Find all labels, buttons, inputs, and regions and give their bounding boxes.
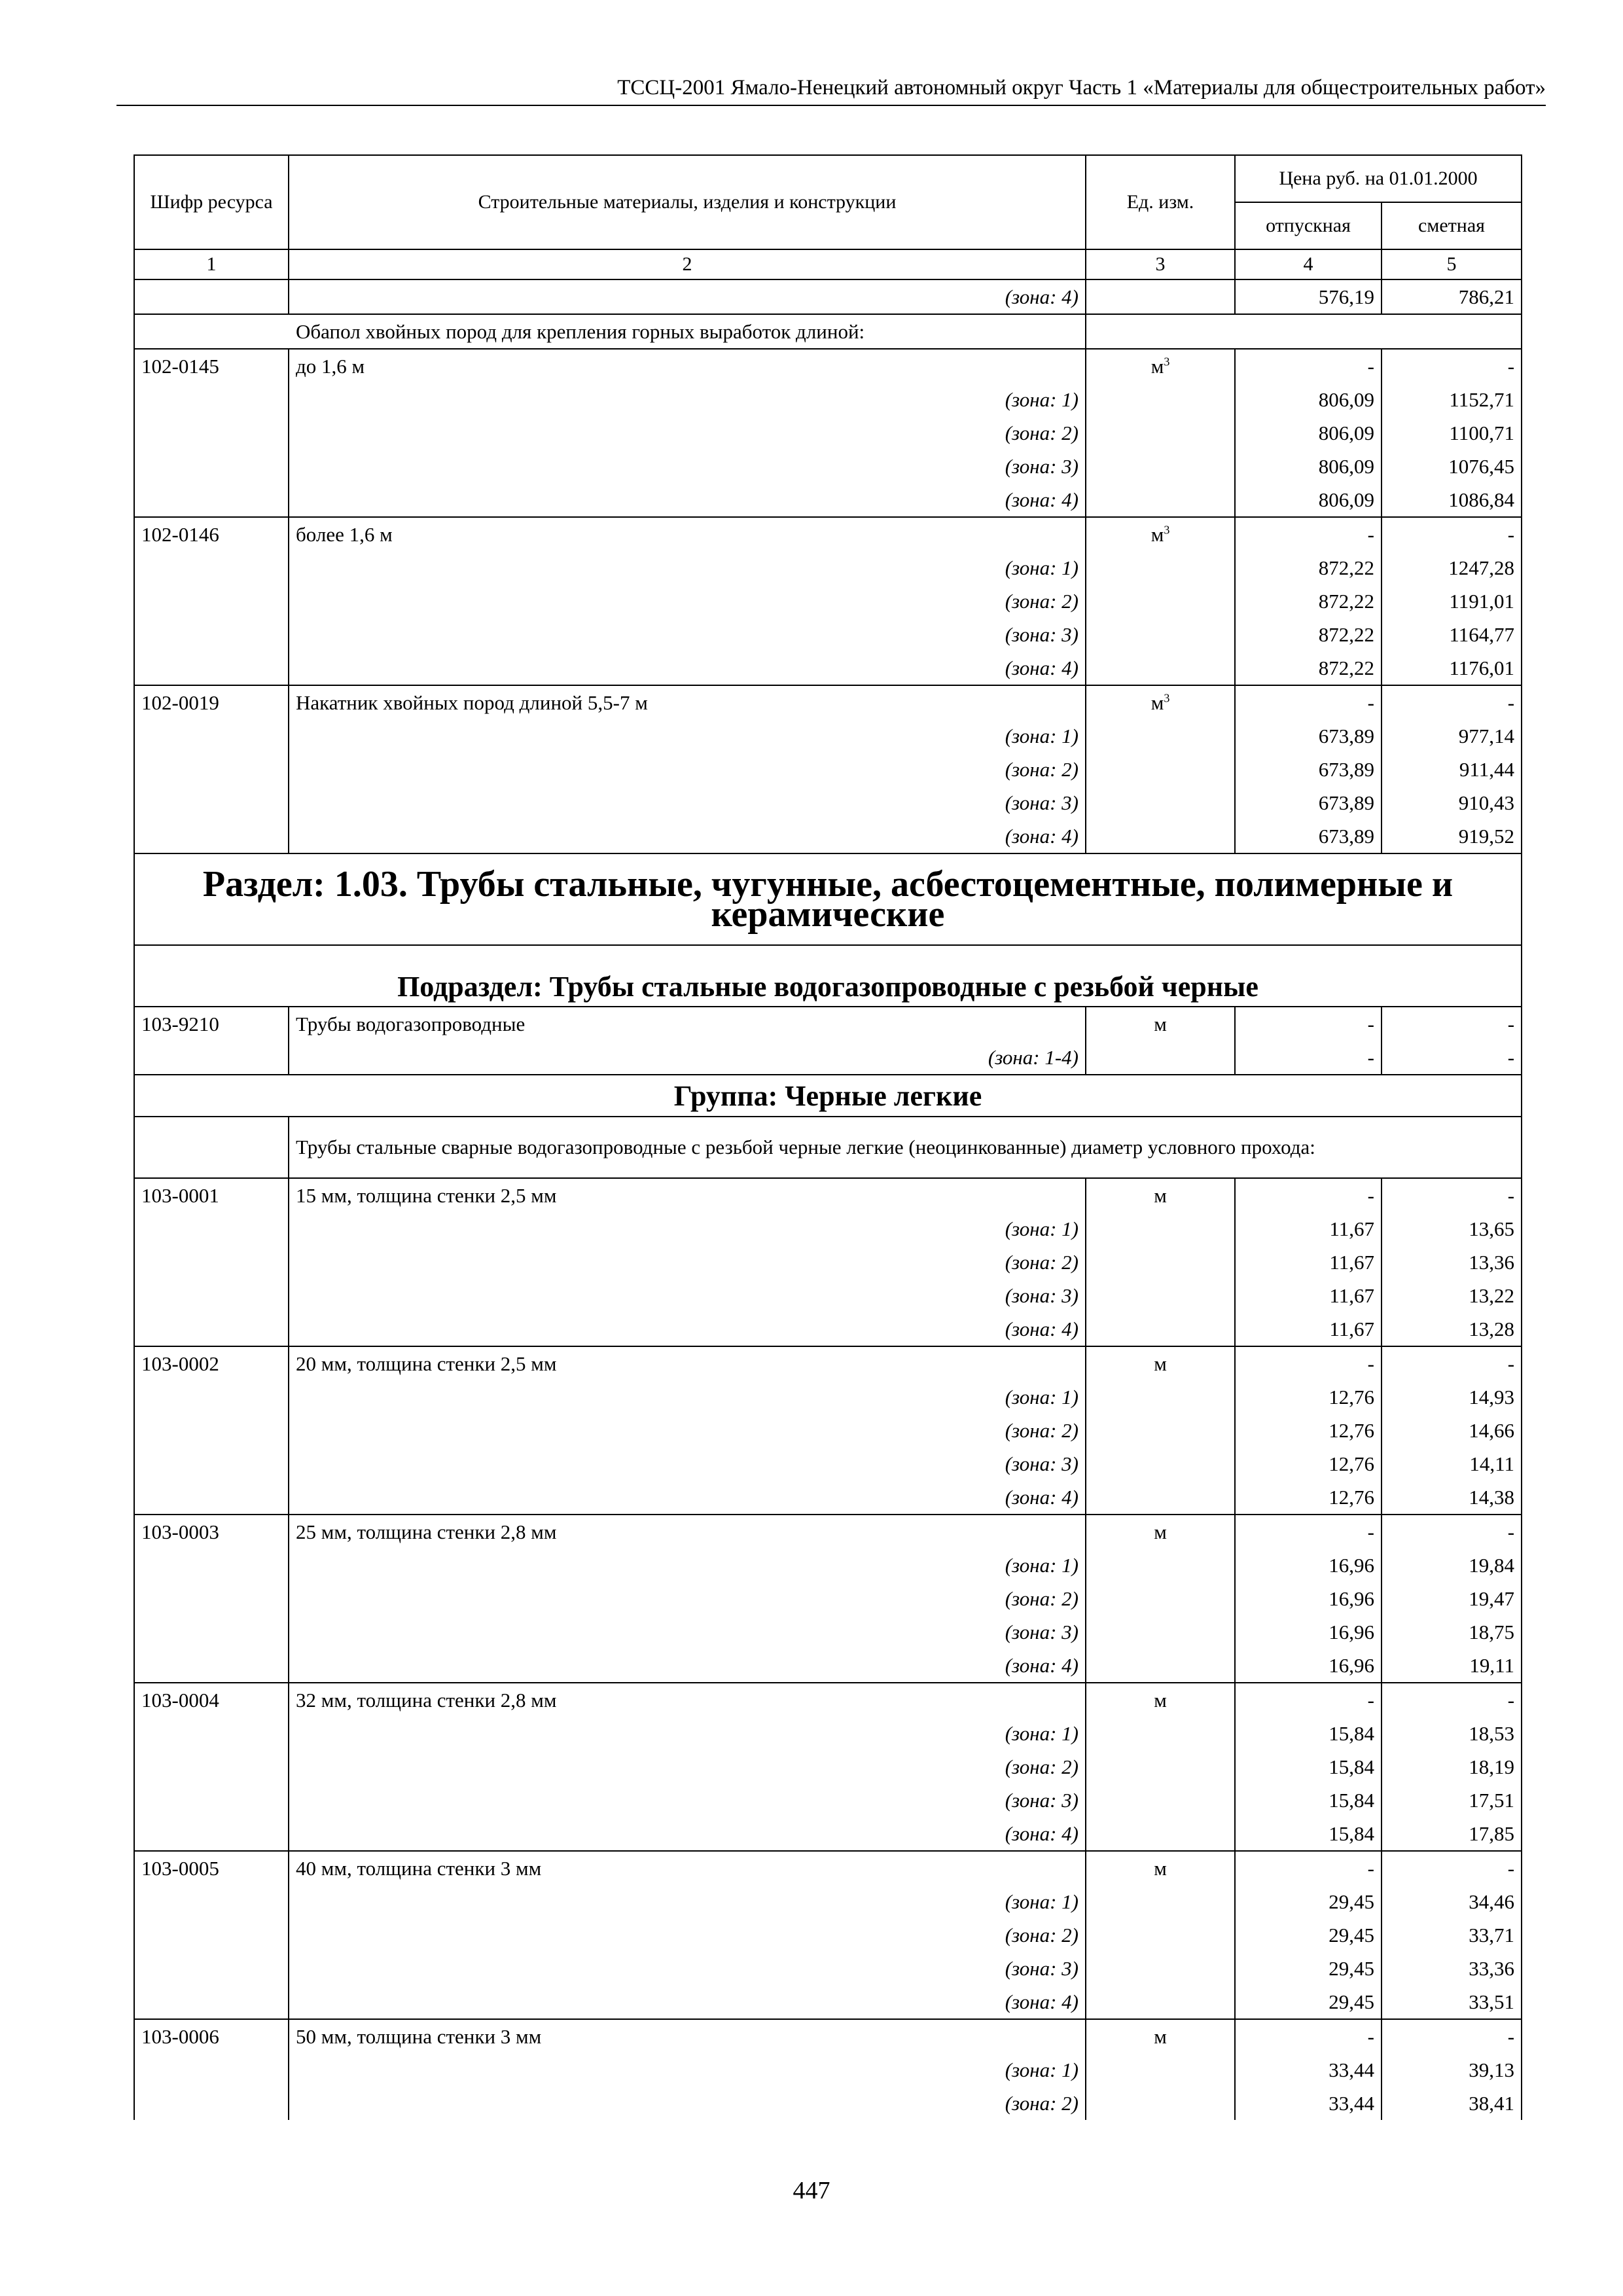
release-price: 16,96 <box>1235 1649 1382 1683</box>
estimate-price: 19,11 <box>1382 1649 1522 1683</box>
release-price: - <box>1235 1041 1382 1075</box>
estimate-price: 17,51 <box>1382 1784 1522 1817</box>
zone-row <box>134 279 1522 314</box>
estimate-price: 14,93 <box>1382 1380 1522 1414</box>
zone-row <box>134 819 1522 853</box>
zone-row <box>134 1784 1522 1817</box>
item-name: Накатник хвойных пород длиной 5,5-7 м <box>289 685 1086 719</box>
zone-row <box>134 584 1522 618</box>
group-description: Трубы стальные сварные водогазопроводные с резьбой черные легкие (неоцинкованные) диаметр условного прохода: <box>289 1117 1522 1178</box>
estimate-price: 1164,77 <box>1382 618 1522 651</box>
estimate-price: 39,13 <box>1382 2053 1522 2087</box>
resource-code: 103-0003 <box>134 1515 289 1549</box>
zone-row <box>134 1246 1522 1279</box>
estimate-price: 17,85 <box>1382 1817 1522 1851</box>
zone-label: (зона: 1) <box>289 2053 1086 2087</box>
item-name: до 1,6 м <box>289 349 1086 383</box>
release-price: 11,67 <box>1235 1279 1382 1312</box>
release-price: - <box>1235 1346 1382 1380</box>
zone-row <box>134 1649 1522 1683</box>
unit-symbol: м <box>1154 1352 1167 1375</box>
price-table <box>134 154 1522 2120</box>
zone-label: (зона: 4) <box>289 651 1086 685</box>
release-price: 576,19 <box>1235 279 1382 314</box>
zone-label: (зона: 3) <box>289 1447 1086 1480</box>
zone-row <box>134 450 1522 483</box>
zone-row <box>134 651 1522 685</box>
release-price: 872,22 <box>1235 551 1382 584</box>
estimate-price: 38,41 <box>1382 2087 1522 2120</box>
zone-row <box>134 1885 1522 1918</box>
estimate-price: 1152,71 <box>1382 383 1522 416</box>
item-name: более 1,6 м <box>289 517 1086 551</box>
release-price: 872,22 <box>1235 584 1382 618</box>
col-number: 5 <box>1382 249 1522 279</box>
zone-label: (зона: 1) <box>289 383 1086 416</box>
release-price: 15,84 <box>1235 1717 1382 1750</box>
zone-label: (зона: 2) <box>289 1918 1086 1952</box>
unit <box>1086 685 1235 719</box>
estimate-price: 33,36 <box>1382 1952 1522 1985</box>
resource-code: 102-0146 <box>134 517 289 551</box>
zone-row <box>134 1041 1522 1075</box>
estimate-price: 911,44 <box>1382 753 1522 786</box>
resource-code: 103-0006 <box>134 2019 289 2053</box>
unit <box>1086 349 1235 383</box>
unit <box>1086 517 1235 551</box>
item-name: 50 мм, толщина стенки 3 мм <box>289 2019 1086 2053</box>
resource-code: 102-0145 <box>134 349 289 383</box>
zone-label: (зона: 2) <box>289 2087 1086 2120</box>
unit-symbol: м <box>1154 1856 1167 1880</box>
zone-label: (зона: 3) <box>289 618 1086 651</box>
zone-row <box>134 551 1522 584</box>
zone-label: (зона: 1) <box>289 1549 1086 1582</box>
unit <box>1086 1683 1235 1717</box>
release-price: - <box>1235 1851 1382 1885</box>
estimate-price: 34,46 <box>1382 1885 1522 1918</box>
item-row <box>134 1515 1522 1549</box>
release-price: - <box>1235 1007 1382 1041</box>
release-price: - <box>1235 517 1382 551</box>
estimate-price: 14,38 <box>1382 1480 1522 1515</box>
estimate-price: 33,51 <box>1382 1985 1522 2019</box>
group-title: Группа: Черные легкие <box>134 1075 1522 1117</box>
item-row <box>134 1851 1522 1885</box>
estimate-price: 1247,28 <box>1382 551 1522 584</box>
release-price: 673,89 <box>1235 786 1382 819</box>
zone-row <box>134 1279 1522 1312</box>
zone-row <box>134 1480 1522 1515</box>
resource-code: 103-0005 <box>134 1851 289 1885</box>
zone-row <box>134 1615 1522 1649</box>
estimate-price: - <box>1382 1346 1522 1380</box>
estimate-price: 19,47 <box>1382 1582 1522 1615</box>
col-header-code: Шифр ресурса <box>134 155 289 249</box>
release-price: 872,22 <box>1235 651 1382 685</box>
release-price: 806,09 <box>1235 450 1382 483</box>
zone-row <box>134 1817 1522 1851</box>
zone-label: (зона: 1) <box>289 1212 1086 1246</box>
unit-symbol: м <box>1154 1520 1167 1543</box>
estimate-price: 1176,01 <box>1382 651 1522 685</box>
unit-symbol: м <box>1150 691 1164 714</box>
estimate-price: 14,11 <box>1382 1447 1522 1480</box>
release-price: 673,89 <box>1235 753 1382 786</box>
estimate-price: 13,22 <box>1382 1279 1522 1312</box>
item-name: Трубы водогазопроводные <box>289 1007 1086 1041</box>
estimate-price: - <box>1382 1683 1522 1717</box>
zone-row <box>134 1582 1522 1615</box>
item-row <box>134 2019 1522 2053</box>
unit-superscript: 3 <box>1164 691 1170 705</box>
group-heading-row <box>134 314 1522 349</box>
zone-row <box>134 1717 1522 1750</box>
release-price: 33,44 <box>1235 2053 1382 2087</box>
zone-row <box>134 1212 1522 1246</box>
item-row <box>134 517 1522 551</box>
release-price: 872,22 <box>1235 618 1382 651</box>
group-description-row <box>134 1117 1522 1178</box>
zone-row <box>134 618 1522 651</box>
release-price: 806,09 <box>1235 416 1382 450</box>
unit-symbol: м <box>1154 1183 1167 1207</box>
release-price: 16,96 <box>1235 1582 1382 1615</box>
release-price: 29,45 <box>1235 1918 1382 1952</box>
zone-row <box>134 1952 1522 1985</box>
col-number: 3 <box>1086 249 1235 279</box>
release-price: 15,84 <box>1235 1817 1382 1851</box>
section-row <box>134 853 1522 945</box>
zone-row <box>134 416 1522 450</box>
zone-row <box>134 786 1522 819</box>
zone-label: (зона: 1) <box>289 551 1086 584</box>
release-price: 15,84 <box>1235 1750 1382 1784</box>
col-number: 2 <box>289 249 1086 279</box>
zone-row <box>134 1414 1522 1447</box>
col-header-price: Цена руб. на 01.01.2000 <box>1235 155 1522 202</box>
estimate-price: 919,52 <box>1382 819 1522 853</box>
estimate-price: 18,53 <box>1382 1717 1522 1750</box>
zone-row <box>134 2053 1522 2087</box>
zone-label: (зона: 1) <box>289 719 1086 753</box>
estimate-price: 13,36 <box>1382 1246 1522 1279</box>
release-price: 11,67 <box>1235 1312 1382 1346</box>
item-name: 15 мм, толщина стенки 2,5 мм <box>289 1178 1086 1212</box>
zone-row <box>134 719 1522 753</box>
estimate-price: 1100,71 <box>1382 416 1522 450</box>
estimate-price: 18,75 <box>1382 1615 1522 1649</box>
release-price: 11,67 <box>1235 1212 1382 1246</box>
col-header-unit: Ед. изм. <box>1086 155 1235 249</box>
estimate-price: 1076,45 <box>1382 450 1522 483</box>
estimate-price: - <box>1382 1007 1522 1041</box>
zone-label: (зона: 4) <box>289 279 1086 314</box>
release-price: 11,67 <box>1235 1246 1382 1279</box>
item-name: 32 мм, толщина стенки 2,8 мм <box>289 1683 1086 1717</box>
zone-label: (зона: 3) <box>289 450 1086 483</box>
zone-label: (зона: 2) <box>289 753 1086 786</box>
col-header-release: отпускная <box>1235 202 1382 249</box>
item-row <box>134 1683 1522 1717</box>
col-number: 4 <box>1235 249 1382 279</box>
estimate-price: - <box>1382 349 1522 383</box>
group-heading: Обапол хвойных пород для крепления горных выработок длиной: <box>134 314 1086 349</box>
zone-label: (зона: 3) <box>289 1615 1086 1649</box>
estimate-price: - <box>1382 1851 1522 1885</box>
item-row <box>134 685 1522 719</box>
resource-code: 103-9210 <box>134 1007 289 1041</box>
item-row <box>134 1346 1522 1380</box>
zone-label: (зона: 4) <box>289 1985 1086 2019</box>
estimate-price: - <box>1382 1515 1522 1549</box>
zone-label: (зона: 4) <box>289 1480 1086 1515</box>
unit-symbol: м <box>1150 522 1164 546</box>
release-price: - <box>1235 2019 1382 2053</box>
resource-code: 103-0001 <box>134 1178 289 1212</box>
zone-label: (зона: 2) <box>289 1414 1086 1447</box>
item-name: 20 мм, толщина стенки 2,5 мм <box>289 1346 1086 1380</box>
estimate-price: 14,66 <box>1382 1414 1522 1447</box>
zone-label: (зона: 2) <box>289 1582 1086 1615</box>
zone-label: (зона: 3) <box>289 786 1086 819</box>
release-price: 29,45 <box>1235 1952 1382 1985</box>
estimate-price: 18,19 <box>1382 1750 1522 1784</box>
release-price: 16,96 <box>1235 1549 1382 1582</box>
zone-label: (зона: 1-4) <box>289 1041 1086 1075</box>
item-name: 25 мм, толщина стенки 2,8 мм <box>289 1515 1086 1549</box>
estimate-price: 19,84 <box>1382 1549 1522 1582</box>
zone-label: (зона: 3) <box>289 1952 1086 1985</box>
unit <box>1086 1515 1235 1549</box>
zone-label: (зона: 1) <box>289 1717 1086 1750</box>
zone-row <box>134 1985 1522 2019</box>
resource-code: 103-0002 <box>134 1346 289 1380</box>
zone-label: (зона: 2) <box>289 1246 1086 1279</box>
zone-row <box>134 753 1522 786</box>
zone-label: (зона: 4) <box>289 1312 1086 1346</box>
estimate-price: 786,21 <box>1382 279 1522 314</box>
release-price: 15,84 <box>1235 1784 1382 1817</box>
release-price: 806,09 <box>1235 483 1382 517</box>
release-price: - <box>1235 349 1382 383</box>
unit: м <box>1086 1007 1235 1041</box>
release-price: 673,89 <box>1235 719 1382 753</box>
unit-superscript: 3 <box>1164 523 1170 537</box>
zone-label: (зона: 2) <box>289 1750 1086 1784</box>
estimate-price: 977,14 <box>1382 719 1522 753</box>
zone-row <box>134 1918 1522 1952</box>
estimate-price: - <box>1382 2019 1522 2053</box>
release-price: 29,45 <box>1235 1985 1382 2019</box>
zone-label: (зона: 3) <box>289 1279 1086 1312</box>
zone-row <box>134 1447 1522 1480</box>
col-header-name: Строительные материалы, изделия и конструкции <box>289 155 1086 249</box>
release-price: 29,45 <box>1235 1885 1382 1918</box>
subsection-title: Подраздел: Трубы стальные водогазопроводные с резьбой черные <box>134 945 1522 1007</box>
unit-symbol: м <box>1150 354 1164 378</box>
zone-label: (зона: 4) <box>289 819 1086 853</box>
estimate-price: - <box>1382 1178 1522 1212</box>
release-price: - <box>1235 1178 1382 1212</box>
item-row <box>134 349 1522 383</box>
release-price: 12,76 <box>1235 1447 1382 1480</box>
item-row <box>134 1178 1522 1212</box>
estimate-price: 910,43 <box>1382 786 1522 819</box>
resource-code: 102-0019 <box>134 685 289 719</box>
unit <box>1086 1346 1235 1380</box>
zone-row <box>134 383 1522 416</box>
zone-label: (зона: 1) <box>289 1885 1086 1918</box>
col-number: 1 <box>134 249 289 279</box>
zone-label: (зона: 1) <box>289 1380 1086 1414</box>
zone-label: (зона: 2) <box>289 584 1086 618</box>
section-title: Раздел: 1.03. Трубы стальные, чугунные, асбестоцементные, полимерные и керамические <box>134 853 1522 945</box>
unit-symbol: м <box>1154 1688 1167 1712</box>
unit <box>1086 1851 1235 1885</box>
zone-label: (зона: 3) <box>289 1784 1086 1817</box>
group-row <box>134 1075 1522 1117</box>
zone-row <box>134 483 1522 517</box>
release-price: 806,09 <box>1235 383 1382 416</box>
estimate-price: - <box>1382 1041 1522 1075</box>
estimate-price: 1191,01 <box>1382 584 1522 618</box>
release-price: 673,89 <box>1235 819 1382 853</box>
release-price: - <box>1235 1683 1382 1717</box>
zone-label: (зона: 4) <box>289 483 1086 517</box>
release-price: 16,96 <box>1235 1615 1382 1649</box>
zone-row <box>134 1380 1522 1414</box>
estimate-price: 13,28 <box>1382 1312 1522 1346</box>
release-price: 33,44 <box>1235 2087 1382 2120</box>
zone-row <box>134 1750 1522 1784</box>
resource-code: 103-0004 <box>134 1683 289 1717</box>
release-price: - <box>1235 685 1382 719</box>
subsection-row <box>134 945 1522 1007</box>
col-header-estimate: сметная <box>1382 202 1522 249</box>
zone-row <box>134 2087 1522 2120</box>
unit <box>1086 2019 1235 2053</box>
estimate-price: 13,65 <box>1382 1212 1522 1246</box>
release-price: 12,76 <box>1235 1414 1382 1447</box>
unit-symbol: м <box>1154 2024 1167 2048</box>
estimate-price: - <box>1382 685 1522 719</box>
unit-superscript: 3 <box>1164 355 1170 368</box>
zone-label: (зона: 2) <box>289 416 1086 450</box>
zone-row <box>134 1312 1522 1346</box>
running-header: ТССЦ-2001 Ямало-Ненецкий автономный округ Часть 1 «Материалы для общестроительных работ» <box>116 71 1546 106</box>
release-price: 12,76 <box>1235 1380 1382 1414</box>
release-price: 12,76 <box>1235 1480 1382 1515</box>
zone-label: (зона: 4) <box>289 1649 1086 1683</box>
item-name: 40 мм, толщина стенки 3 мм <box>289 1851 1086 1885</box>
estimate-price: 33,71 <box>1382 1918 1522 1952</box>
zone-label: (зона: 4) <box>289 1817 1086 1851</box>
page-number: 447 <box>793 2177 830 2204</box>
estimate-price: - <box>1382 517 1522 551</box>
estimate-price: 1086,84 <box>1382 483 1522 517</box>
item-row <box>134 1007 1522 1041</box>
unit <box>1086 1178 1235 1212</box>
zone-row <box>134 1549 1522 1582</box>
release-price: - <box>1235 1515 1382 1549</box>
